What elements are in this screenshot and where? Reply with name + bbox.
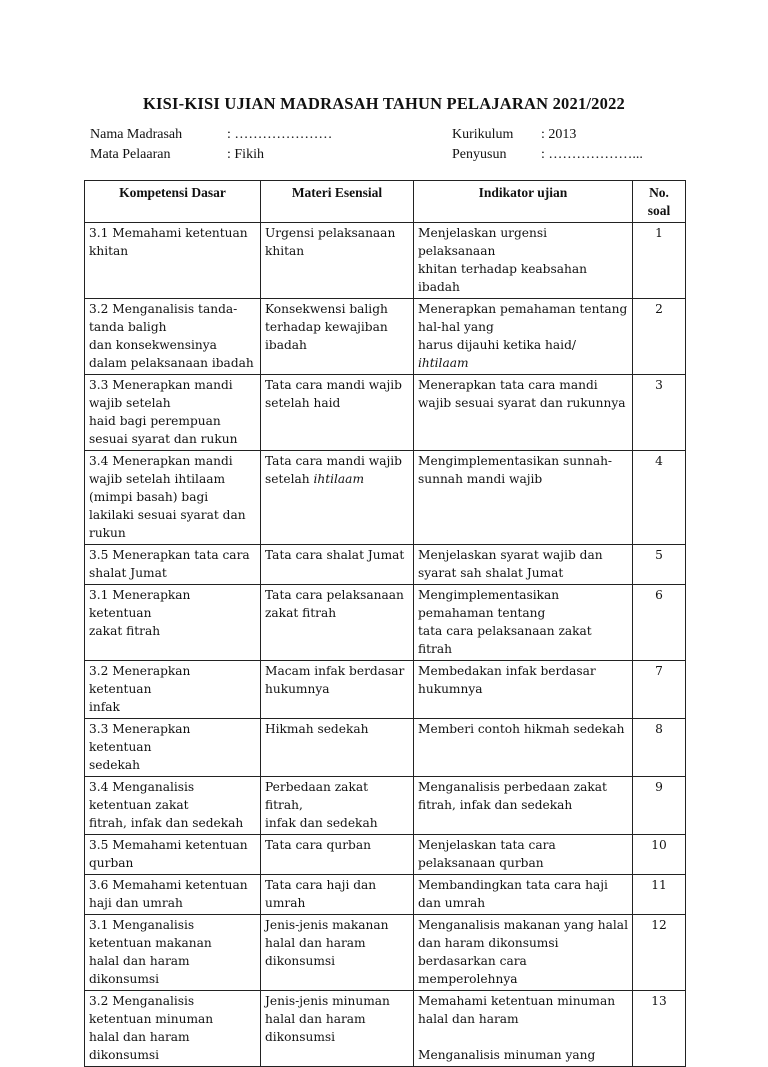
indikator-ujian-cell-line: hukumnya xyxy=(418,682,483,696)
kompetensi-dasar-cell-line: fitrah, infak dan sedekah xyxy=(89,816,244,830)
indikator-ujian-cell-line xyxy=(418,1028,628,1046)
materi-esensial-cell-line: setelah ihtilaam xyxy=(265,472,364,486)
materi-esensial-cell-line: dikonsumsi xyxy=(265,954,336,968)
italic-term: ihtilaam xyxy=(313,472,364,486)
materi-esensial-cell xyxy=(261,585,414,661)
kompetensi-dasar-cell-line: 3.4 Menganalisis xyxy=(89,780,195,794)
kompetensi-dasar-cell-line: qurban xyxy=(89,856,134,870)
indikator-ujian-cell-line: wajib sesuai syarat dan rukunnya xyxy=(418,396,626,410)
materi-esensial-cell-line: setelah haid xyxy=(265,396,341,410)
mata-pelajaran-value: : Fikih xyxy=(227,147,264,162)
indikator-ujian-cell xyxy=(414,585,633,661)
materi-esensial-cell xyxy=(261,451,414,545)
indikator-ujian-cell xyxy=(414,915,633,991)
indikator-ujian-cell-line: dan umrah xyxy=(418,896,486,910)
kompetensi-dasar-cell-line: haji dan umrah xyxy=(89,896,183,910)
materi-esensial-cell xyxy=(261,777,414,835)
no-soal-cell: 2 xyxy=(633,299,686,375)
indikator-ujian-cell-line: sunnah mandi wajib xyxy=(418,472,543,486)
indikator-ujian-cell-line: halal dan haram xyxy=(418,1012,519,1026)
indikator-ujian-cell-line: dan haram dikonsumsi xyxy=(418,936,559,950)
kompetensi-dasar-cell-line: 3.5 Menerapkan tata cara xyxy=(89,548,250,562)
indikator-ujian-cell-line: pemahaman tentang xyxy=(418,606,546,620)
kompetensi-dasar-cell-line: 3.2 Menganalisis tanda- xyxy=(89,302,238,316)
kompetensi-dasar-cell-line: 3.2 Menerapkan ketentuan xyxy=(89,664,191,696)
indikator-ujian-cell-line: Memahami ketentuan minuman xyxy=(418,994,616,1008)
table-row xyxy=(85,661,686,719)
indikator-ujian-cell xyxy=(414,451,633,545)
no-soal-cell: 4 xyxy=(633,451,686,545)
indikator-ujian-cell-line: Menerapkan pemahaman tentang xyxy=(418,302,628,316)
indikator-ujian-cell-line: harus dijauhi ketika haid/ ihtilaam xyxy=(418,338,576,370)
header-kompetensi-dasar: Kompetensi Dasar xyxy=(85,181,261,223)
materi-esensial-cell-line: Hikmah sedekah xyxy=(265,722,369,736)
indikator-ujian-cell xyxy=(414,835,633,875)
kompetensi-dasar-cell-line: tanda baligh xyxy=(89,320,167,334)
table-row xyxy=(85,915,686,991)
kompetensi-dasar-cell-line: ketentuan minuman xyxy=(89,1012,214,1026)
kompetensi-dasar-cell xyxy=(85,223,261,299)
kompetensi-dasar-cell xyxy=(85,451,261,545)
indikator-ujian-cell-line: Menjelaskan syarat wajib dan xyxy=(418,548,603,562)
materi-esensial-cell xyxy=(261,545,414,585)
materi-esensial-cell-line: Urgensi pelaksanaan xyxy=(265,226,396,240)
indikator-ujian-cell xyxy=(414,777,633,835)
indikator-ujian-cell xyxy=(414,661,633,719)
table-row xyxy=(85,545,686,585)
kompetensi-dasar-cell-line: 3.1 Memahami ketentuan xyxy=(89,226,248,240)
no-soal-cell: 9 xyxy=(633,777,686,835)
kompetensi-dasar-cell xyxy=(85,875,261,915)
no-soal-cell: 6 xyxy=(633,585,686,661)
kompetensi-dasar-cell-line: dalam pelaksanaan ibadah xyxy=(89,356,254,370)
kurikulum-value: : 2013 xyxy=(541,127,577,142)
materi-esensial-cell xyxy=(261,299,414,375)
kompetensi-dasar-cell-line: haid bagi perempuan xyxy=(89,414,221,428)
materi-esensial-cell-line: Tata cara pelaksanaan xyxy=(265,588,404,602)
indikator-ujian-cell-line: Menganalisis minuman yang xyxy=(418,1048,596,1062)
indikator-ujian-cell-line: Menjelaskan tata cara xyxy=(418,838,556,852)
materi-esensial-cell xyxy=(261,375,414,451)
indikator-ujian-cell-line: syarat sah shalat Jumat xyxy=(418,566,564,580)
kompetensi-dasar-cell xyxy=(85,991,261,1067)
no-soal-cell: 7 xyxy=(633,661,686,719)
mata-pelajaran-label: Mata Pelaaran xyxy=(90,147,171,162)
materi-esensial-cell xyxy=(261,835,414,875)
indikator-ujian-cell xyxy=(414,223,633,299)
table-row xyxy=(85,375,686,451)
header-materi-esensial: Materi Esensial xyxy=(261,181,414,223)
document-title: KISI-KISI UJIAN MADRASAH TAHUN PELAJARAN 2021/2022 xyxy=(143,94,625,113)
italic-term: ihtilaam xyxy=(418,356,469,370)
kompetensi-dasar-cell-line: wajib setelah ihtilaam xyxy=(89,472,226,486)
materi-esensial-cell xyxy=(261,875,414,915)
materi-esensial-cell-line: hukumnya xyxy=(265,682,330,696)
kompetensi-dasar-cell-line: zakat fitrah xyxy=(89,624,161,638)
kompetensi-dasar-cell-line: (mimpi basah) bagi xyxy=(89,490,209,504)
materi-esensial-cell-line: Tata cara qurban xyxy=(265,838,371,852)
no-soal-cell: 11 xyxy=(633,875,686,915)
no-soal-cell: 8 xyxy=(633,719,686,777)
no-soal-cell: 3 xyxy=(633,375,686,451)
indikator-ujian-cell-line: tata cara pelaksanaan zakat fitrah xyxy=(418,624,592,656)
materi-esensial-cell-line: infak dan sedekah xyxy=(265,816,378,830)
table-row xyxy=(85,223,686,299)
kompetensi-dasar-cell-line: ketentuan zakat xyxy=(89,798,189,812)
kompetensi-dasar-cell-line: halal dan haram xyxy=(89,954,190,968)
kisi-kisi-table xyxy=(84,180,686,1067)
kurikulum-label: Kurikulum xyxy=(452,127,514,142)
materi-esensial-cell-line: dikonsumsi xyxy=(265,1030,336,1044)
materi-esensial-cell xyxy=(261,915,414,991)
kompetensi-dasar-cell xyxy=(85,777,261,835)
table-row xyxy=(85,991,686,1067)
materi-esensial-cell-line: khitan xyxy=(265,244,305,258)
indikator-ujian-cell-line: hal-hal yang xyxy=(418,320,494,334)
kompetensi-dasar-cell xyxy=(85,661,261,719)
table-header-row xyxy=(85,181,686,223)
kompetensi-dasar-cell-line: wajib setelah xyxy=(89,396,171,410)
kompetensi-dasar-cell-line: 3.3 Menerapkan mandi xyxy=(89,378,233,392)
kompetensi-dasar-cell-line: rukun xyxy=(89,526,126,540)
materi-esensial-cell xyxy=(261,991,414,1067)
nama-madrasah-label: Nama Madrasah xyxy=(90,127,183,142)
table-row xyxy=(85,875,686,915)
kompetensi-dasar-cell-line: 3.5 Memahami ketentuan xyxy=(89,838,248,852)
table-row xyxy=(85,719,686,777)
materi-esensial-cell-line: ibadah xyxy=(265,338,307,352)
kompetensi-dasar-cell-line: lakilaki sesuai syarat dan xyxy=(89,508,246,522)
materi-esensial-cell xyxy=(261,661,414,719)
indikator-ujian-cell-line: khitan terhadap keabsahan ibadah xyxy=(418,262,587,294)
no-soal-header-text xyxy=(635,184,683,220)
materi-esensial-cell-line: Tata cara mandi wajib xyxy=(265,454,402,468)
kompetensi-dasar-cell-line: 3.1 Menganalisis xyxy=(89,918,195,932)
indikator-ujian-cell-line: berdasarkan cara memperolehnya xyxy=(418,954,527,986)
kompetensi-dasar-cell xyxy=(85,545,261,585)
indikator-ujian-cell xyxy=(414,719,633,777)
materi-esensial-cell-line: Tata cara shalat Jumat xyxy=(265,548,405,562)
kompetensi-dasar-cell-line: dikonsumsi xyxy=(89,972,160,986)
materi-esensial-cell-line: Konsekwensi baligh xyxy=(265,302,388,316)
indikator-ujian-cell xyxy=(414,991,633,1067)
kompetensi-dasar-cell xyxy=(85,719,261,777)
materi-esensial-cell-line: umrah xyxy=(265,896,306,910)
kompetensi-dasar-cell-line: ketentuan makanan xyxy=(89,936,212,950)
materi-esensial-cell-line: halal dan haram xyxy=(265,1012,366,1026)
kompetensi-dasar-cell xyxy=(85,915,261,991)
indikator-ujian-cell-line: Menganalisis makanan yang halal xyxy=(418,918,628,932)
indikator-ujian-cell-line: Menjelaskan urgensi pelaksanaan xyxy=(418,226,548,258)
indikator-ujian-cell-line: Mengimplementasikan xyxy=(418,588,560,602)
materi-esensial-cell-line: Jenis-jenis minuman xyxy=(265,994,390,1008)
no-soal-header-line: soal xyxy=(647,203,671,218)
kompetensi-dasar-cell-line: khitan xyxy=(89,244,129,258)
indikator-ujian-cell xyxy=(414,299,633,375)
kompetensi-dasar-cell xyxy=(85,375,261,451)
no-soal-cell: 12 xyxy=(633,915,686,991)
no-soal-cell: 13 xyxy=(633,991,686,1067)
materi-esensial-cell-line: zakat fitrah xyxy=(265,606,337,620)
indikator-ujian-cell-line: Menerapkan tata cara mandi xyxy=(418,378,598,392)
no-soal-cell: 1 xyxy=(633,223,686,299)
materi-esensial-cell xyxy=(261,223,414,299)
kompetensi-dasar-cell-line: sedekah xyxy=(89,758,140,772)
materi-esensial-cell-line: Macam infak berdasar xyxy=(265,664,405,678)
kompetensi-dasar-cell-line: halal dan haram xyxy=(89,1030,190,1044)
kompetensi-dasar-cell xyxy=(85,585,261,661)
indikator-ujian-cell xyxy=(414,375,633,451)
kompetensi-dasar-cell xyxy=(85,299,261,375)
header-no-soal xyxy=(633,181,686,223)
kompetensi-dasar-cell-line: shalat Jumat xyxy=(89,566,167,580)
header-indikator-ujian: Indikator ujian xyxy=(414,181,633,223)
penyusun-value: : ………………... xyxy=(541,147,643,162)
no-soal-header-line: No. xyxy=(649,185,669,200)
kompetensi-dasar-cell xyxy=(85,835,261,875)
indikator-ujian-cell xyxy=(414,875,633,915)
indikator-ujian-cell-line: Mengimplementasikan sunnah- xyxy=(418,454,613,468)
no-soal-cell: 10 xyxy=(633,835,686,875)
table-row xyxy=(85,777,686,835)
materi-esensial-cell-line: Perbedaan zakat fitrah, xyxy=(265,780,368,812)
indikator-ujian-cell-line: fitrah, infak dan sedekah xyxy=(418,798,573,812)
kompetensi-dasar-cell-line: 3.4 Menerapkan mandi xyxy=(89,454,233,468)
materi-esensial-cell xyxy=(261,719,414,777)
indikator-ujian-cell xyxy=(414,545,633,585)
materi-esensial-cell-line: Jenis-jenis makanan xyxy=(265,918,389,932)
table-row xyxy=(85,585,686,661)
materi-esensial-cell-line: Tata cara mandi wajib xyxy=(265,378,402,392)
kompetensi-dasar-cell-line: 3.2 Menganalisis xyxy=(89,994,195,1008)
nama-madrasah-value: : ………………… xyxy=(227,127,333,142)
table-body xyxy=(85,223,686,1067)
kompetensi-dasar-cell-line: infak xyxy=(89,700,120,714)
no-soal-cell: 5 xyxy=(633,545,686,585)
indikator-ujian-cell-line: Membedakan infak berdasar xyxy=(418,664,596,678)
kompetensi-dasar-cell-line: sesuai syarat dan rukun xyxy=(89,432,238,446)
indikator-ujian-cell-line: Membandingkan tata cara haji xyxy=(418,878,608,892)
materi-esensial-cell-line: Tata cara haji dan xyxy=(265,878,377,892)
table-row xyxy=(85,299,686,375)
materi-esensial-cell-line: terhadap kewajiban xyxy=(265,320,388,334)
indikator-ujian-cell-line: Menganalisis perbedaan zakat xyxy=(418,780,607,794)
indikator-ujian-cell-line: pelaksanaan qurban xyxy=(418,856,544,870)
kompetensi-dasar-cell-line: dan konsekwensinya xyxy=(89,338,217,352)
table-row xyxy=(85,451,686,545)
indikator-ujian-cell-line: Memberi contoh hikmah sedekah xyxy=(418,722,625,736)
kompetensi-dasar-cell-line: dikonsumsi xyxy=(89,1048,160,1062)
materi-esensial-cell-line: halal dan haram xyxy=(265,936,366,950)
kompetensi-dasar-cell-line: 3.6 Memahami ketentuan xyxy=(89,878,248,892)
kompetensi-dasar-cell-line: 3.1 Menerapkan ketentuan xyxy=(89,588,191,620)
penyusun-label: Penyusun xyxy=(452,147,507,162)
kompetensi-dasar-cell-line: 3.3 Menerapkan ketentuan xyxy=(89,722,191,754)
table-row xyxy=(85,835,686,875)
